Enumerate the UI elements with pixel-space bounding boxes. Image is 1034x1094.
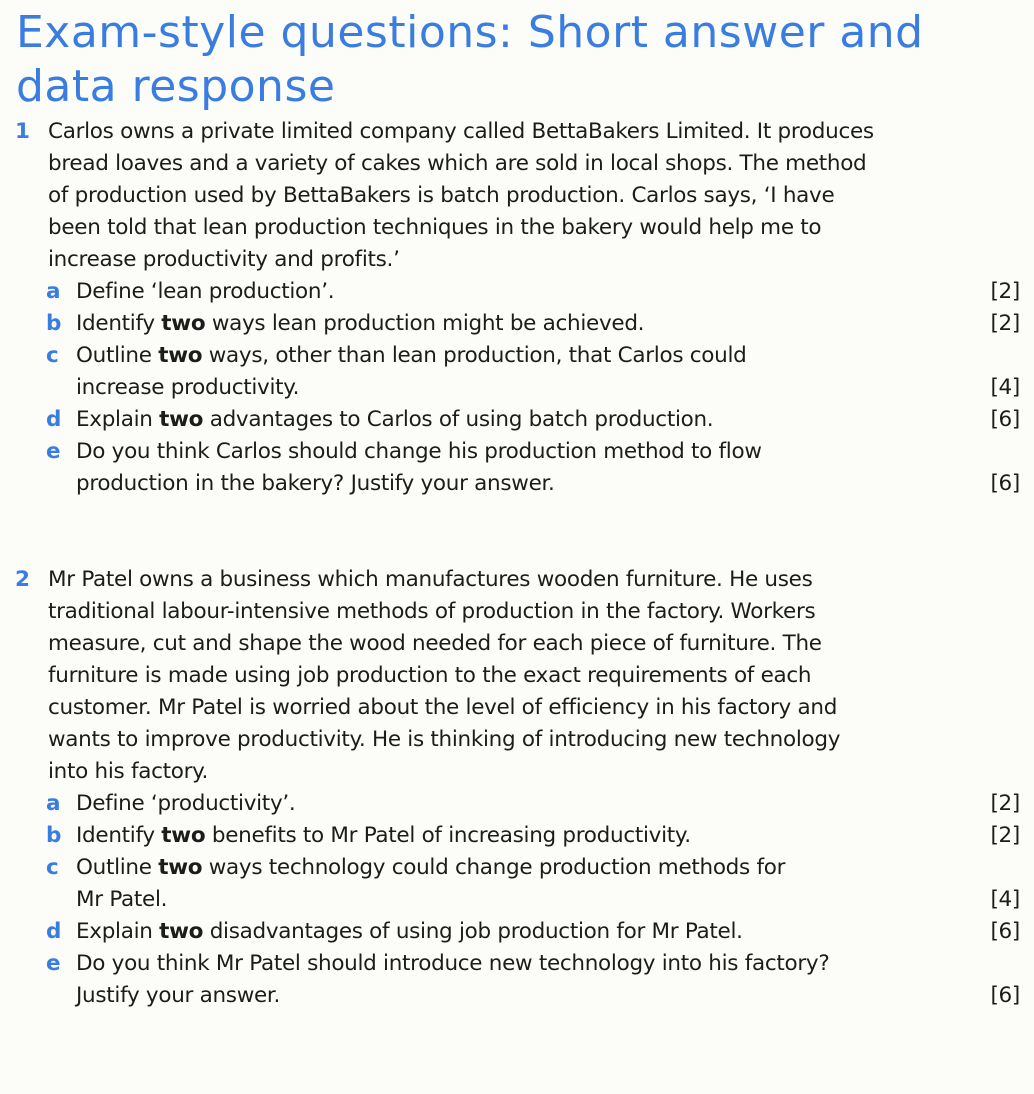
sub-question-text-continued: increase productivity. bbox=[76, 375, 300, 400]
sub-question-letter: d bbox=[46, 919, 62, 944]
sub-question-text bbox=[76, 308, 644, 340]
sub-question-text-pre: Outline bbox=[76, 855, 159, 880]
sub-question-letter: c bbox=[46, 343, 59, 368]
emphasis-word: two bbox=[158, 343, 203, 368]
question-stem-line bbox=[0, 212, 1034, 244]
emphasis-word: two bbox=[159, 407, 204, 432]
question-stem-line bbox=[0, 756, 1034, 788]
question-stem-text: measure, cut and shape the wood needed for each piece of furniture. The bbox=[48, 631, 822, 656]
emphasis-word: two bbox=[161, 311, 206, 336]
sub-question-text bbox=[76, 852, 785, 884]
sub-question-b bbox=[0, 820, 1034, 852]
sub-question-text-post: ways, other than lean production, that Carlos could bbox=[202, 343, 747, 368]
question-number: 1 bbox=[15, 119, 30, 144]
question-stem-text: furniture is made using job production to the exact requirements of each bbox=[48, 663, 812, 688]
sub-question-letter: a bbox=[46, 791, 61, 816]
emphasis-word: two bbox=[161, 823, 206, 848]
question-stem-line bbox=[0, 596, 1034, 628]
sub-question-text-continued: Mr Patel. bbox=[76, 887, 168, 912]
question-stem-text: traditional labour-intensive methods of production in the factory. Workers bbox=[48, 599, 816, 624]
question-stem-text: bread loaves and a variety of cakes which are sold in local shops. The method bbox=[48, 151, 867, 176]
sub-question-text: Define ‘productivity’. bbox=[76, 791, 296, 816]
sub-question-e bbox=[0, 436, 1034, 468]
page-title bbox=[16, 6, 1016, 114]
sub-question-text-post: ways lean production might be achieved. bbox=[205, 311, 645, 336]
sub-question-e-continued bbox=[0, 980, 1034, 1012]
sub-question-c-continued bbox=[0, 372, 1034, 404]
sub-question-letter: d bbox=[46, 407, 62, 432]
sub-question-text-pre: Outline bbox=[76, 343, 159, 368]
question-stem-line bbox=[0, 628, 1034, 660]
mark-allocation: [6] bbox=[990, 407, 1020, 432]
sub-question-text: Do you think Carlos should change his production method to flow bbox=[76, 439, 762, 464]
question-stem-line bbox=[0, 180, 1034, 212]
mark-allocation: [4] bbox=[990, 375, 1020, 400]
sub-question-c bbox=[0, 852, 1034, 884]
mark-allocation: [6] bbox=[990, 983, 1020, 1008]
mark-allocation: [2] bbox=[990, 311, 1020, 336]
sub-question-text-post: advantages to Carlos of using batch production. bbox=[203, 407, 714, 432]
sub-question-d bbox=[0, 404, 1034, 436]
emphasis-word: two bbox=[158, 855, 203, 880]
sub-question-text bbox=[76, 340, 747, 372]
sub-question-text-pre: Identify bbox=[76, 311, 162, 336]
question-stem-line bbox=[0, 724, 1034, 756]
sub-question-e-continued bbox=[0, 468, 1034, 500]
sub-question-d bbox=[0, 916, 1034, 948]
sub-question-text bbox=[76, 404, 713, 436]
question-number: 2 bbox=[15, 567, 30, 592]
mark-allocation: [6] bbox=[990, 471, 1020, 496]
question-stem-text: customer. Mr Patel is worried about the level of efficiency in his factory and bbox=[48, 695, 838, 720]
sub-question-a bbox=[0, 788, 1034, 820]
page-title-line-2: data response bbox=[16, 61, 336, 112]
sub-question-text-continued: production in the bakery? Justify your answer. bbox=[76, 471, 555, 496]
question-stem-line bbox=[0, 564, 1034, 596]
sub-question-letter: b bbox=[46, 311, 62, 336]
question-stem-line bbox=[0, 116, 1034, 148]
mark-allocation: [2] bbox=[990, 791, 1020, 816]
sub-question-text-pre: Explain bbox=[76, 919, 160, 944]
question-stem-text: wants to improve productivity. He is thinking of introducing new technology bbox=[48, 727, 841, 752]
sub-question-text bbox=[76, 916, 743, 948]
question-stem-text: increase productivity and profits.’ bbox=[48, 247, 400, 272]
sub-question-e bbox=[0, 948, 1034, 980]
sub-question-text bbox=[76, 820, 691, 852]
question-stem-text: Mr Patel owns a business which manufactures wooden furniture. He uses bbox=[48, 567, 813, 592]
question-stem-text: into his factory. bbox=[48, 759, 209, 784]
emphasis-word: two bbox=[159, 919, 204, 944]
mark-allocation: [6] bbox=[990, 919, 1020, 944]
sub-question-letter: e bbox=[46, 951, 61, 976]
sub-question-letter: b bbox=[46, 823, 62, 848]
sub-question-text-pre: Explain bbox=[76, 407, 160, 432]
question-stem-text: been told that lean production techniques in the bakery would help me to bbox=[48, 215, 822, 240]
sub-question-text-post: benefits to Mr Patel of increasing productivity. bbox=[205, 823, 691, 848]
question-stem-line bbox=[0, 692, 1034, 724]
sub-question-letter: c bbox=[46, 855, 59, 880]
page-title-line-1: Exam-style questions: Short answer and bbox=[16, 7, 924, 58]
question-stem-text: Carlos owns a private limited company called BettaBakers Limited. It produces bbox=[48, 119, 874, 144]
mark-allocation: [4] bbox=[990, 887, 1020, 912]
sub-question-b bbox=[0, 308, 1034, 340]
sub-question-text: Do you think Mr Patel should introduce new technology into his factory? bbox=[76, 951, 830, 976]
sub-question-c-continued bbox=[0, 884, 1034, 916]
question-stem-line bbox=[0, 148, 1034, 180]
sub-question-text-post: ways technology could change production methods for bbox=[202, 855, 786, 880]
question-2 bbox=[0, 564, 1034, 1012]
sub-question-c bbox=[0, 340, 1034, 372]
question-stem-line bbox=[0, 660, 1034, 692]
sub-question-text bbox=[76, 276, 334, 308]
sub-question-letter: a bbox=[46, 279, 61, 304]
mark-allocation: [2] bbox=[990, 823, 1020, 848]
sub-question-text-post: disadvantages of using job production for Mr Patel. bbox=[203, 919, 743, 944]
sub-question-text-continued: Justify your answer. bbox=[76, 983, 281, 1008]
sub-question-text-pre: Define ‘lean production’. bbox=[76, 279, 335, 304]
question-1 bbox=[0, 116, 1034, 500]
sub-question-letter: e bbox=[46, 439, 61, 464]
sub-question-text-pre: Identify bbox=[76, 823, 162, 848]
question-stem-text: of production used by BettaBakers is batch production. Carlos says, ‘I have bbox=[48, 183, 835, 208]
mark-allocation: [2] bbox=[990, 279, 1020, 304]
sub-question-a bbox=[0, 276, 1034, 308]
question-stem-line bbox=[0, 244, 1034, 276]
